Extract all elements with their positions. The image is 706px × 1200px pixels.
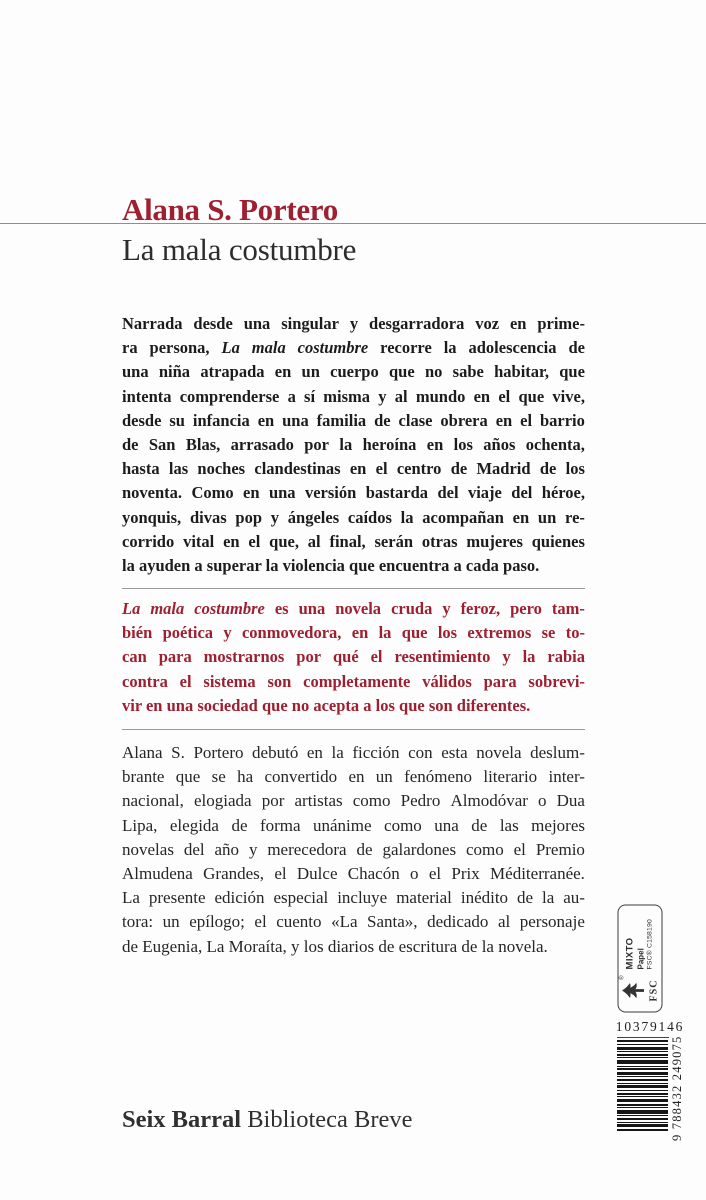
fsc-tree-icon — [621, 980, 649, 1000]
text-line: vir en una sociedad que no acepta a los que son diferentes. — [122, 695, 531, 715]
text-line: novelas del año y merecedora de galardones como el Premio — [122, 839, 585, 859]
text-line: Narrada desde una singular y desgarradora voz en prime- — [122, 314, 585, 333]
text-line: contra el sistema son completamente válidos para sobrevi- — [122, 671, 585, 691]
barcode-bar — [617, 1057, 668, 1058]
barcode-bar — [617, 1072, 668, 1075]
text-line: desde su infancia en una familia de clase obrera en el barrio — [122, 410, 585, 430]
text-line: bién poética y conmovedora, en la que los extremos se to- — [122, 623, 585, 643]
barcode-bar — [617, 1118, 668, 1120]
isbn-ean-text: 9 788432 249075 — [670, 1035, 684, 1141]
collection-name: Biblioteca Breve — [247, 1106, 413, 1133]
about-author-paragraph — [122, 741, 585, 959]
barcode-bar — [617, 1085, 668, 1088]
barcode-bar — [617, 1096, 668, 1097]
barcode-bar — [617, 1044, 668, 1045]
author-name: Alana S. Portero — [122, 192, 338, 227]
publisher-name: Seix Barral — [122, 1106, 242, 1133]
barcode-bar — [617, 1060, 668, 1064]
text-line: noventa. Como en una versión bastarda del viaje del héroe, — [122, 483, 585, 503]
barcode-bar — [617, 1104, 668, 1106]
barcode-bar — [617, 1047, 668, 1050]
fsc-logo — [618, 975, 659, 1005]
text-line: de Eugenia, La Moraíta, y los diarios de escritura de la novela. — [122, 936, 548, 956]
barcode-bar — [617, 1107, 668, 1108]
text-line: Alana S. Portero debutó en la ficción con esta novela deslum- — [122, 743, 585, 762]
barcode-bar — [617, 1083, 668, 1084]
text-line: Lipa, elegida de forma unánime como una de las mejores — [122, 815, 585, 835]
barcode-bar — [617, 1115, 668, 1116]
barcode-top-rule — [617, 1037, 669, 1038]
barcode-bar — [617, 1051, 668, 1052]
text-line: yonquis, divas pop y ángeles caídos la acompañan en un re- — [122, 507, 585, 527]
header-rule — [0, 223, 706, 224]
text-line: ra persona, La mala costumbre recorre la adolescencia de — [122, 338, 585, 358]
text-line: Almudena Grandes, el Dulce Chacón o el Prix Méditerranée. — [122, 864, 585, 884]
barcode-bar — [617, 1076, 668, 1077]
registered-mark: ® — [618, 975, 625, 980]
text-line: can para mostrarnos por qué el resentimiento y la rabia — [122, 647, 585, 667]
divider-line-1 — [122, 588, 585, 589]
fsc-cert-number: FSC® C158190 — [646, 918, 653, 969]
text-line: corrido vital en el que, al final, serán otras mujeres quienes — [122, 531, 585, 551]
synopsis-paragraph — [122, 312, 585, 578]
text-line: nacional, elogiada por artistas como Pedro Almodóvar o Dua — [122, 791, 585, 811]
text-line: hasta las noches clandestinas en el centro de Madrid de los — [122, 459, 585, 479]
barcode-bar — [617, 1054, 668, 1056]
review-paragraph — [122, 597, 585, 718]
fsc-papel-label: Papel — [636, 947, 645, 969]
text-line: brante que se ha convertido en un fenómeno literario inter- — [122, 767, 585, 787]
barcode-bar — [617, 1122, 668, 1123]
text-line: La presente edición especial incluye material inédito de la au- — [122, 888, 585, 908]
text-line: de San Blas, arrasado por la heroína en los años ochenta, — [122, 435, 585, 455]
barcode-bar — [617, 1068, 668, 1070]
divider-line-2 — [122, 729, 585, 730]
barcode-bars — [617, 1040, 668, 1131]
barcode-bar — [617, 1099, 668, 1102]
text-line: La mala costumbre es una novela cruda y feroz, pero tam- — [122, 599, 585, 618]
book-title: La mala costumbre — [122, 232, 357, 267]
text-line: tora: un epílogo; el cuento «La Santa», dedicado al personaje — [122, 912, 585, 932]
fsc-wordmark: FSC — [647, 979, 659, 1001]
isbn-ean — [667, 1035, 687, 1141]
product-code: 10379146 — [615, 1019, 685, 1034]
text-line: la ayuden a superar la violencia que encuentra a cada paso. — [122, 556, 540, 576]
fsc-mixto-label: MIXTO — [624, 937, 635, 969]
barcode-bar — [617, 1129, 668, 1131]
barcode-bar — [617, 1110, 668, 1114]
barcode-bar — [617, 1040, 668, 1042]
fsc-cert-text — [625, 919, 654, 969]
barcode-bar — [617, 1093, 668, 1095]
fsc-label-box — [617, 904, 662, 1012]
text-line: intenta comprenderse a sí misma y al mundo en el que vive, — [122, 386, 585, 406]
fsc-certification-label — [617, 904, 662, 1012]
publisher-imprint — [122, 1106, 413, 1134]
barcode-bar — [617, 1066, 668, 1067]
text-line: una niña atrapada en un cuerpo que no sabe habitar, que — [122, 362, 585, 382]
barcode-bar — [617, 1090, 668, 1091]
barcode-bar — [617, 1124, 668, 1127]
barcode-bar — [617, 1079, 668, 1081]
